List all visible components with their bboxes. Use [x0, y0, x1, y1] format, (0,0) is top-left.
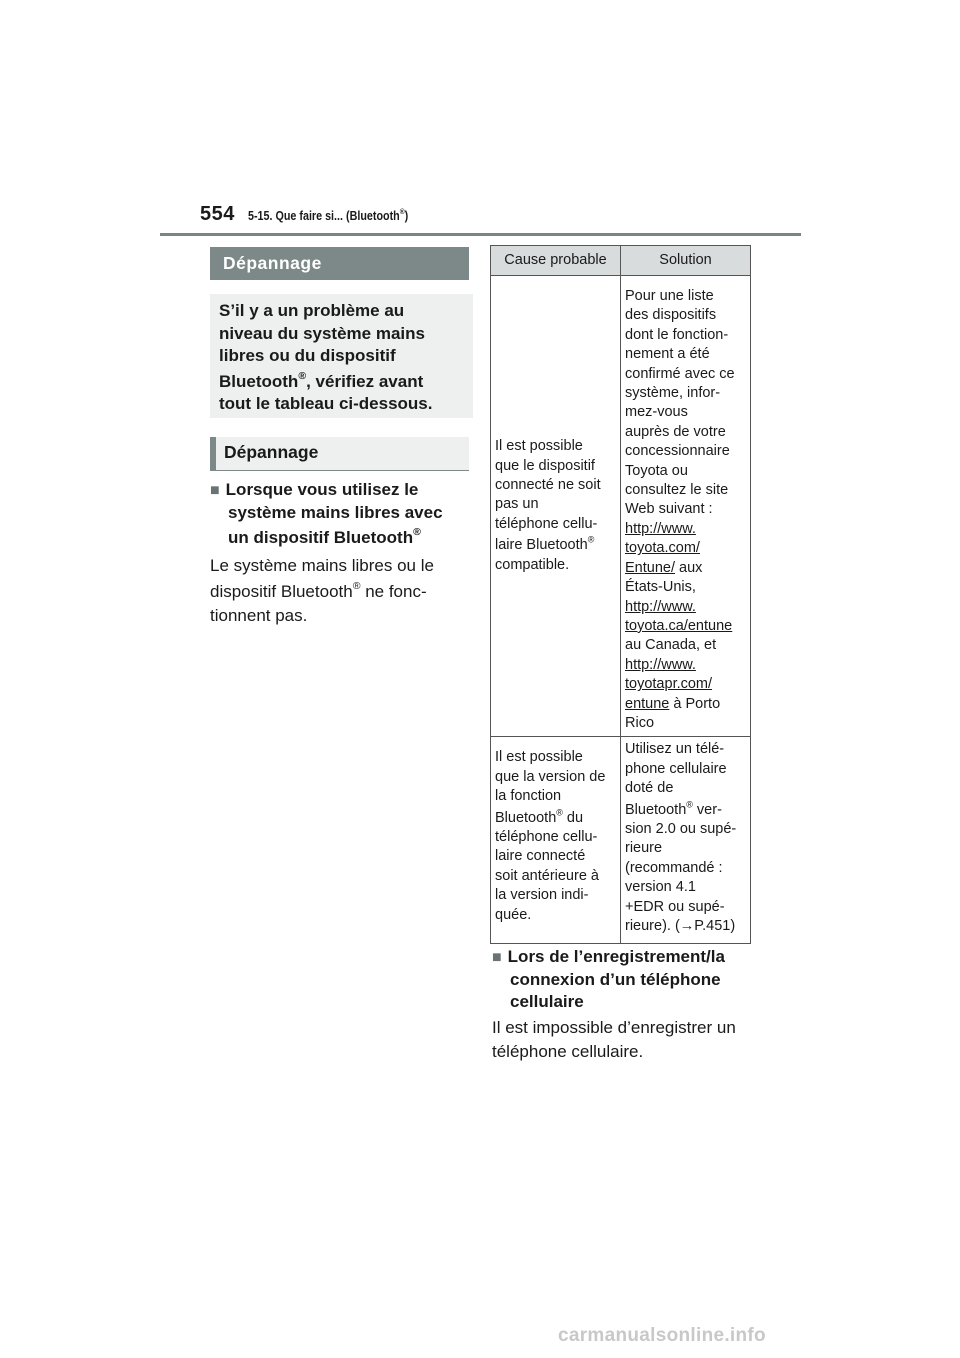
link-toyota-com[interactable]: Entune/ — [625, 559, 675, 576]
question-heading-2: ■ Lors de l’enregistrement/la connexion d’un téléphone cellulaire — [492, 947, 725, 1011]
link-toyota-com[interactable]: http://www. — [625, 520, 696, 537]
cause-cell: Il est possible que la version de la fonction Bluetooth® du téléphone cellu- laire connecté soit antérieure à la version indi- quée. — [491, 737, 621, 944]
solution-cell: Utilisez un télé- phone cellulaire doté de Bluetooth® ver- sion 2.0 ou supé- rieure (recommandé : version 4.1 +EDR ou supé- rieure). (→P.451) — [621, 737, 751, 944]
link-toyota-ca[interactable]: toyota.ca/entune — [625, 617, 733, 634]
arrow-right-icon: → — [679, 918, 695, 934]
sub-heading: Dépannage — [210, 437, 469, 471]
header-solution: Solution — [621, 246, 751, 276]
link-toyotapr-com[interactable]: entune — [625, 695, 670, 712]
question-body-2: Il est impossible d’enregistrer un téléphone cellulaire. — [492, 1018, 736, 1061]
table-row — [491, 276, 751, 737]
header-cause: Cause probable — [491, 246, 621, 276]
table-header-row — [491, 246, 751, 276]
intro-box: S’il y a un problème au niveau du système mains libres ou du dispositif Bluetooth®, vérifiez avant tout le tableau ci-dessous. — [210, 294, 473, 418]
table-row — [491, 737, 751, 944]
solution-cell: Pour une liste des dispositifs dont le fonction- nement a été confirmé avec ce système, infor- mez-vous auprès de votre concessionnaire Toyota ou consultez le site Web suivant : http://www. toyota.com/ Entune/ aux États-Unis, http://www. toyota.ca/entune au Canada, et http://www. toyotapr.com/ entune à Porto Rico — [621, 276, 751, 737]
troubleshooting-table — [490, 245, 751, 944]
bullet-square-icon: ■ — [210, 482, 220, 499]
question-body-1: Le système mains libres ou le dispositif Bluetooth® ne fonc- tionnent pas. — [210, 556, 434, 625]
cause-cell: Il est possible que le dispositif connecté ne soit pas un téléphone cellu- laire Bluetooth® compatible. — [491, 276, 621, 737]
main-heading: Dépannage — [210, 247, 469, 280]
page-reference-link[interactable]: P.451) — [694, 918, 736, 934]
link-toyotapr-com[interactable]: toyotapr.com/ — [625, 676, 713, 693]
bullet-square-icon: ■ — [492, 949, 502, 966]
watermark: carmanualsonline.info — [558, 1325, 766, 1346]
link-toyotapr-com[interactable]: http://www. — [625, 656, 696, 673]
header-rule — [160, 233, 801, 236]
link-toyota-ca[interactable]: http://www. — [625, 598, 696, 615]
link-toyota-com[interactable]: toyota.com/ — [625, 540, 700, 557]
question-heading-1: ■ Lorsque vous utilisez le système mains libres avec un dispositif Bluetooth® — [210, 480, 443, 547]
section-title: 5-15. Que faire si... (Bluetooth®) — [248, 207, 409, 223]
page-number: 554 — [200, 203, 235, 225]
